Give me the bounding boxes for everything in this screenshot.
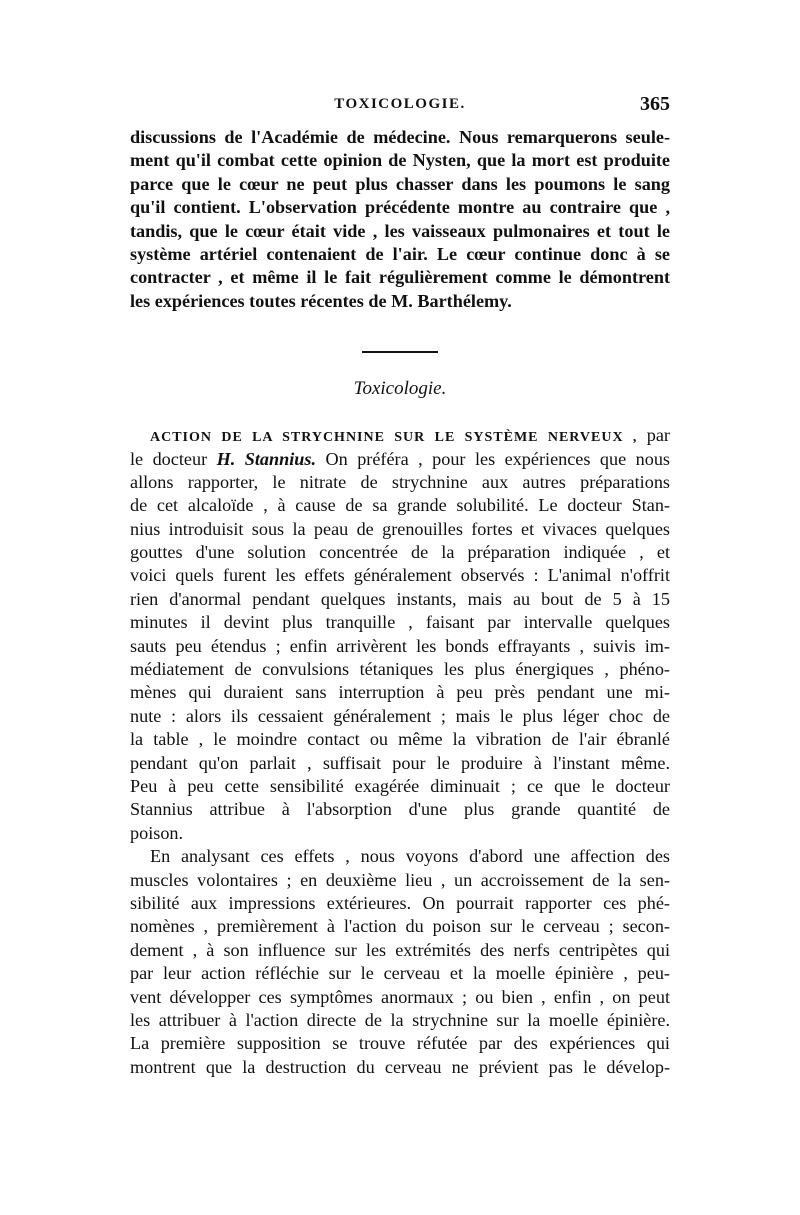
- text-line: nute : alors ils cessaient généralement ; mais le plus léger choc de: [130, 705, 670, 726]
- text-line: dement , à son influence sur les extrémités des nerfs centripètes qui: [130, 939, 670, 960]
- text-line: montrent que la destruction du cerveau ne prévient pas le dévelop-: [130, 1056, 670, 1077]
- author-name: H. Stannius.: [216, 448, 317, 469]
- text-line: poison.: [130, 822, 184, 843]
- running-head: [130, 93, 670, 126]
- heading-continuation: par: [637, 425, 670, 446]
- text-line: vent développer ces symptômes anormaux ; ou bien , enfin , on peut: [130, 986, 670, 1007]
- divider-rule: [362, 351, 438, 353]
- text-line: mènes qui duraient sans interruption à peu près pendant une mi-: [130, 682, 670, 703]
- text-line: par leur action réfléchie sur le cerveau et la moelle épinière , peu-: [130, 963, 670, 984]
- text-line: sibilité aux impressions extérieures. On pourrait rapporter ces phé-: [130, 892, 670, 913]
- section-divider: [130, 351, 670, 352]
- text-line: discussions de l'Académie de médecine. Nous remarquerons seule-: [130, 127, 670, 147]
- page-number: 365: [640, 93, 670, 115]
- section-title: Toxicologie.: [353, 378, 447, 400]
- author-line-rest: On préféra , pour les expériences que nous: [316, 448, 670, 469]
- article-heading: ACTION DE LA STRYCHNINE SUR LE SYSTÈME NERVEUX ,: [150, 430, 638, 446]
- article-strychnine: [130, 424, 670, 845]
- analysis-paragraph: [130, 845, 670, 1079]
- text-line: contracter , et même il le fait régulièrement comme le démontrent: [130, 267, 670, 288]
- author-line: [130, 448, 670, 471]
- author-prefix: le docteur: [130, 448, 217, 469]
- text-line: Stannius attribue à l'absorption d'une plus grande quantité de: [130, 799, 670, 820]
- text-line: les attribuer à l'action directe de la strychnine sur la moelle épinière.: [130, 1009, 670, 1030]
- text-line: de cet alcaloïde , à cause de sa grande solubilité. Le docteur Stan-: [130, 495, 670, 516]
- text-line: allons rapporter, le nitrate de strychnine aux autres préparations: [130, 471, 670, 492]
- text-line: système artériel contenaient de l'air. Le cœur continue donc à se: [130, 243, 670, 264]
- text-line: parce que le cœur ne peut plus chasser dans les poumons le sang: [130, 173, 670, 194]
- text-line: rien d'anormal pendant quelques instants, mais au bout de 5 à 15: [130, 588, 670, 609]
- text-line: minutes il devint plus tranquille , faisant par intervalle quelques: [130, 612, 670, 633]
- article-heading-line: [130, 424, 670, 447]
- text-line: la table , le moindre contact ou même la vibration de l'air ébranlé: [130, 729, 670, 750]
- text-line: pendant qu'on parlait , suffisait pour le produire à l'instant même.: [130, 752, 670, 773]
- text-line: En analysant ces effets , nous voyons d'abord une affection des: [150, 846, 670, 867]
- text-line: muscles volontaires ; en deuxième lieu , un accroissement de la sen-: [130, 869, 670, 890]
- text-line: médiatement de convulsions tétaniques les plus énergiques , phéno-: [130, 659, 670, 680]
- text-line: gouttes d'une solution concentrée de la préparation indiquée , et: [130, 542, 670, 563]
- text-line: qu'il contient. L'observation précédente montre au contraire que ,: [130, 197, 670, 218]
- text-line: sauts peu étendus ; enfin arrivèrent les bonds effrayants , suivis im-: [130, 635, 670, 656]
- text-line: voici quels furent les effets généralement observés : L'animal n'offrit: [130, 565, 670, 586]
- closing-paragraph: [130, 126, 670, 313]
- text-line: nius introduisit sous la peau de grenouilles fortes et vivaces quelques: [130, 518, 670, 539]
- text-line: tandis, que le cœur était vide , les vaisseaux pulmonaires et tout le: [130, 220, 670, 241]
- text-line: nomènes , premièrement à l'action du poison sur le cerveau ; secon-: [130, 916, 670, 937]
- text-line: Peu à peu cette sensibilité exagérée diminuait ; ce que le docteur: [130, 775, 670, 796]
- book-page: [130, 93, 670, 1196]
- running-title: TOXICOLOGIE.: [334, 96, 466, 112]
- text-line: les expériences toutes récentes de M. Barthélemy.: [130, 290, 512, 311]
- text-line: ment qu'il combat cette opinion de Nysten, que la mort est produite: [130, 150, 670, 171]
- text-line: La première supposition se trouve réfutée par des expériences qui: [130, 1033, 670, 1054]
